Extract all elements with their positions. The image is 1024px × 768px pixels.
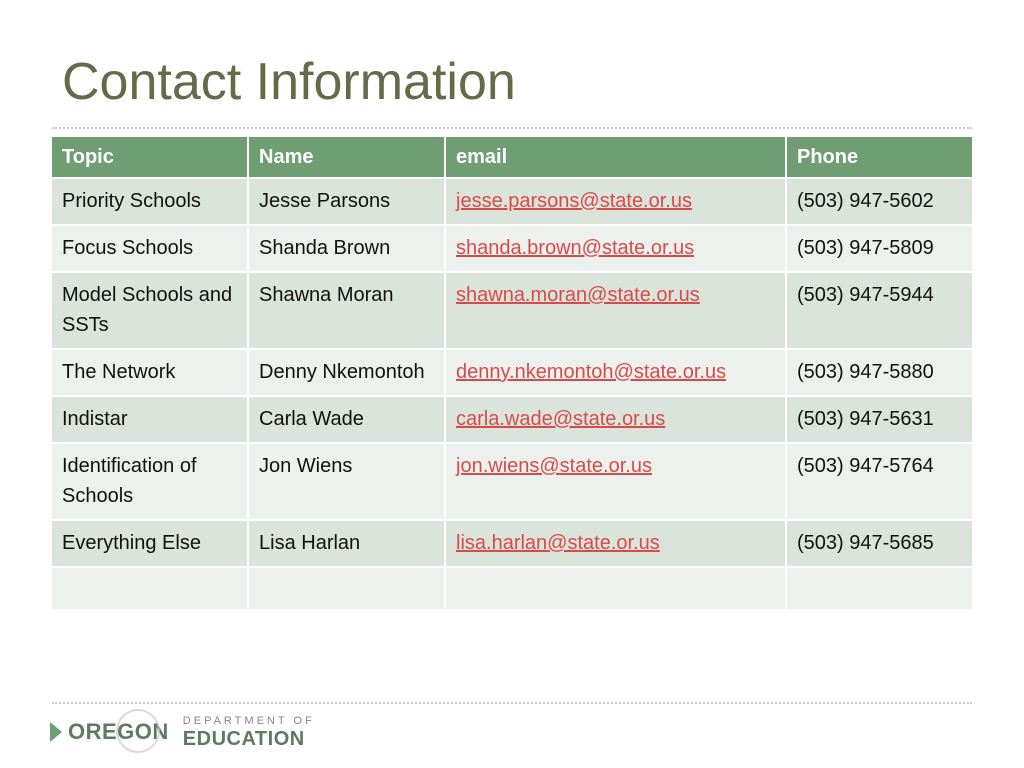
table-row bbox=[52, 272, 972, 349]
name-cell: Shanda Brown bbox=[248, 225, 445, 272]
column-header-topic: Topic bbox=[52, 137, 248, 178]
column-header-name: Name bbox=[248, 137, 445, 178]
email-cell bbox=[445, 272, 786, 349]
name-cell: Carla Wade bbox=[248, 396, 445, 443]
logo-oregon-label: OREGON bbox=[68, 719, 169, 744]
name-cell: Jesse Parsons bbox=[248, 178, 445, 225]
empty-cell bbox=[445, 567, 786, 609]
topic-cell: Everything Else bbox=[52, 520, 248, 567]
table-row bbox=[52, 396, 972, 443]
email-cell bbox=[445, 349, 786, 396]
email-cell bbox=[445, 225, 786, 272]
top-divider bbox=[52, 127, 972, 129]
column-header-email: email bbox=[445, 137, 786, 178]
logo-department-block bbox=[183, 714, 315, 750]
topic-cell: Indistar bbox=[52, 396, 248, 443]
empty-table-row bbox=[52, 567, 972, 609]
name-cell: Denny Nkemontoh bbox=[248, 349, 445, 396]
phone-cell: (503) 947-5809 bbox=[786, 225, 972, 272]
email-cell bbox=[445, 396, 786, 443]
name-cell: Jon Wiens bbox=[248, 443, 445, 520]
column-header-phone: Phone bbox=[786, 137, 972, 178]
phone-cell: (503) 947-5685 bbox=[786, 520, 972, 567]
phone-cell: (503) 947-5631 bbox=[786, 396, 972, 443]
state-seal-icon bbox=[116, 709, 160, 753]
empty-cell bbox=[786, 567, 972, 609]
contact-table bbox=[52, 137, 972, 609]
table-row bbox=[52, 225, 972, 272]
topic-cell: Model Schools and SSTs bbox=[52, 272, 248, 349]
phone-cell: (503) 947-5764 bbox=[786, 443, 972, 520]
phone-cell: (503) 947-5880 bbox=[786, 349, 972, 396]
phone-cell: (503) 947-5602 bbox=[786, 178, 972, 225]
logo-oregon-text bbox=[68, 719, 169, 745]
email-link[interactable]: shanda.brown@state.or.us bbox=[456, 237, 695, 259]
name-cell: Shawna Moran bbox=[248, 272, 445, 349]
email-link[interactable]: jon.wiens@state.or.us bbox=[456, 455, 652, 477]
page-title: Contact Information bbox=[62, 53, 516, 111]
email-cell bbox=[445, 178, 786, 225]
email-link[interactable]: carla.wade@state.or.us bbox=[456, 408, 666, 430]
email-link[interactable]: shawna.moran@state.or.us bbox=[456, 284, 700, 306]
logo-education-label: EDUCATION bbox=[182, 728, 305, 750]
table-row bbox=[52, 520, 972, 567]
bottom-divider bbox=[52, 702, 972, 704]
table-header-row bbox=[52, 137, 972, 178]
table-row bbox=[52, 178, 972, 225]
oregon-department-of-education-logo bbox=[50, 712, 315, 752]
topic-cell: The Network bbox=[52, 349, 248, 396]
email-link[interactable]: jesse.parsons@state.or.us bbox=[456, 190, 692, 212]
phone-cell: (503) 947-5944 bbox=[786, 272, 972, 349]
logo-department-label: DEPARTMENT OF bbox=[182, 715, 315, 727]
topic-cell: Identification of Schools bbox=[52, 443, 248, 520]
email-link[interactable]: lisa.harlan@state.or.us bbox=[456, 532, 660, 554]
topic-cell: Priority Schools bbox=[52, 178, 248, 225]
empty-cell bbox=[52, 567, 248, 609]
email-link[interactable]: denny.nkemontoh@state.or.us bbox=[456, 361, 727, 383]
empty-cell bbox=[248, 567, 445, 609]
name-cell: Lisa Harlan bbox=[248, 520, 445, 567]
email-cell bbox=[445, 520, 786, 567]
table-row bbox=[52, 443, 972, 520]
table-row bbox=[52, 349, 972, 396]
logo-arrow-icon bbox=[50, 722, 62, 742]
email-cell bbox=[445, 443, 786, 520]
topic-cell: Focus Schools bbox=[52, 225, 248, 272]
